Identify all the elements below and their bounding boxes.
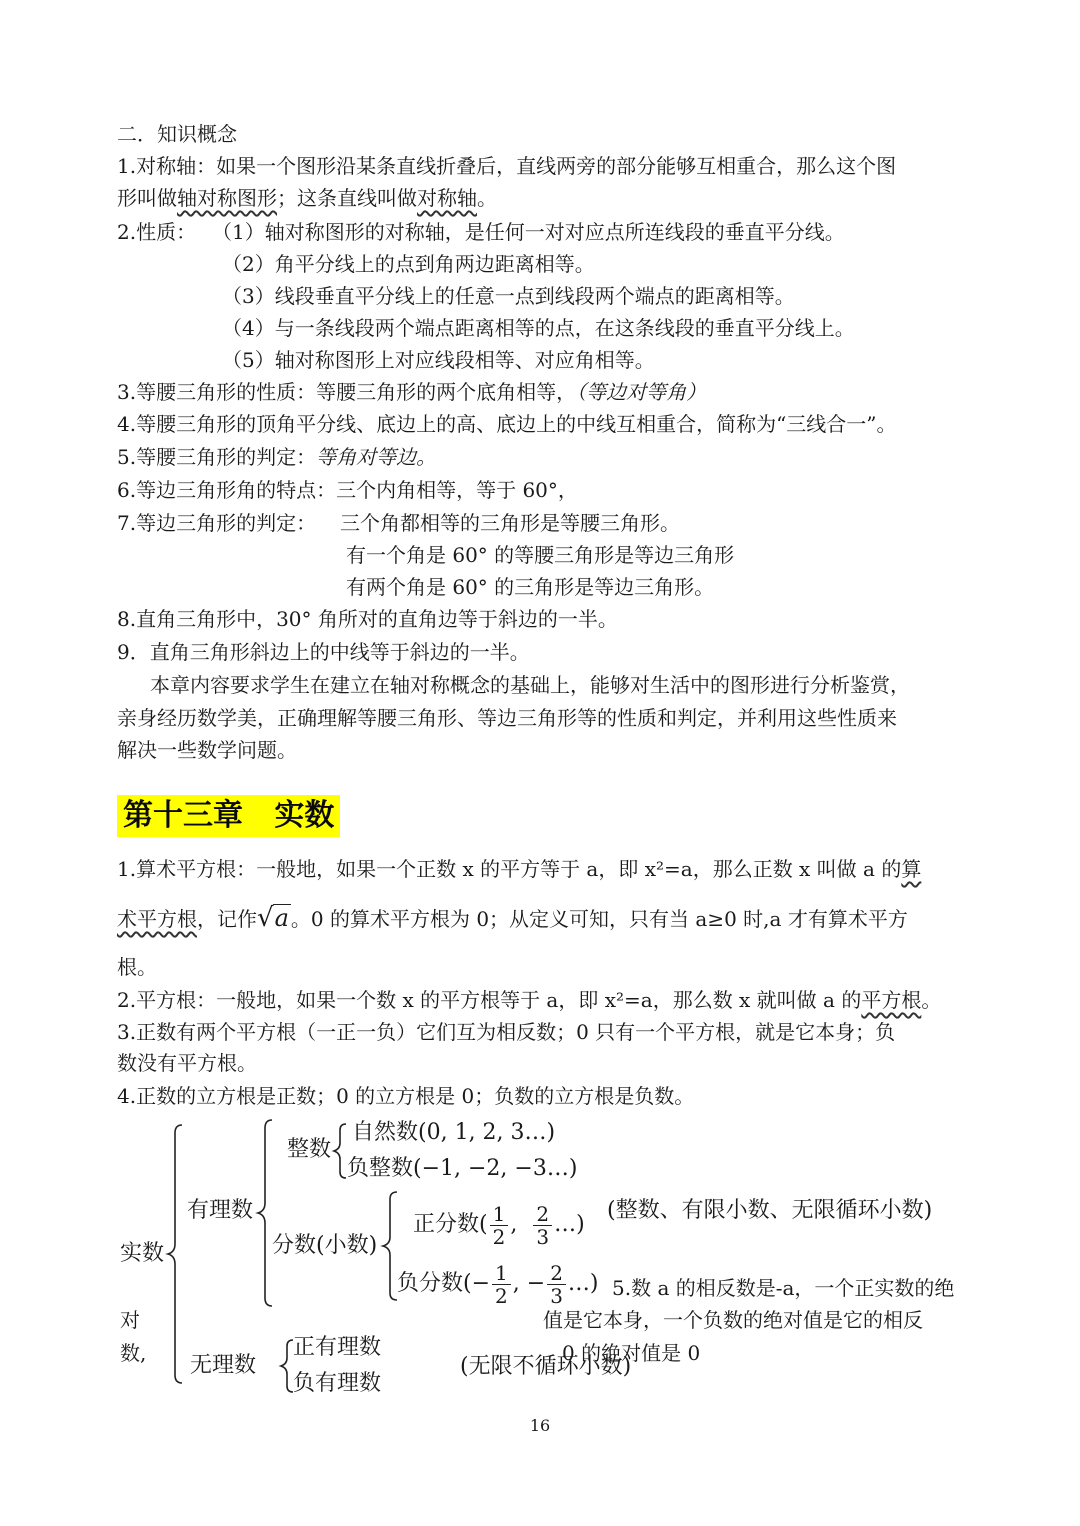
fraction-label: 分数(小数) — [272, 1233, 378, 1258]
summary-line-2: 亲身经历数学美，正确理解等腰三角形、等边三角形等的性质和判定，并利用这些性质来 — [117, 706, 897, 730]
integer-label: 整数 — [287, 1137, 332, 1162]
property-3: （3）线段垂直平分线上的任意一点到线段两个端点的距离相等。 — [222, 284, 795, 308]
item-7-label: 7.等边三角形的判定： — [117, 511, 317, 535]
sqrt-radicand: a — [274, 904, 289, 932]
item-1-line-1: 1.对称轴：如果一个图形沿某条直线折叠后，直线两旁的部分能够互相重合，那么这个图 — [117, 154, 897, 178]
integer-brace — [334, 1124, 346, 1178]
positive-irrational: 正有理数 — [293, 1335, 382, 1360]
item-5: 5.等腰三角形的判定：等角对等边。 — [117, 445, 437, 469]
item-5-rule: 等角对等边。 — [316, 445, 437, 469]
natural-numbers: 自然数(0, 1, 2, 3…) — [352, 1120, 556, 1145]
term-axis-of-symmetry: 对称轴 — [417, 186, 477, 210]
rational-label: 有理数 — [187, 1198, 254, 1223]
chapter-item-1-line-1: 1.算术平方根：一般地，如果一个正数 x 的平方等于 a，即 x²=a，那么正数 x 叫做 a 的算 — [117, 857, 922, 881]
summary-line-1: 本章内容要求学生在建立在轴对称概念的基础上，能够对生活中的图形进行分析鉴赏， — [150, 673, 910, 697]
fraction-neg-one-half: $\frac{1}{2}$ — [492, 1262, 511, 1307]
irrational-label: 无理数 — [190, 1353, 257, 1378]
sqrt-icon: √ — [257, 903, 274, 933]
criterion-2: 有一个角是 60° 的等腰三角形是等边三角形 — [346, 543, 735, 567]
chapter-item-1-line-3: 根。 — [117, 955, 157, 979]
rational-note: (整数、有限小数、无限循环小数) — [607, 1198, 933, 1223]
irrational-note: (无限不循环小数) — [460, 1354, 632, 1379]
item-2-label: 2.性质： — [117, 220, 197, 244]
item-3-note: （等边对等角） — [576, 380, 707, 404]
item-8: 8.直角三角形中，30° 角所对的直角边等于斜边的一半。 — [117, 607, 618, 631]
criterion-1: 三个角都相等的三角形是等腰三角形。 — [340, 511, 680, 535]
real-numbers-label: 实数 — [120, 1241, 165, 1266]
absolute-value-line-3: 0 的绝对值是 0 — [562, 1341, 701, 1365]
term-arithmetic-sqrt-b: 术平方根 — [117, 907, 197, 931]
fraction-one-half: $\frac{1}{2}$ — [490, 1203, 509, 1248]
negative-integers: 负整数(−1, −2, −3…) — [347, 1156, 578, 1181]
term-square-root: 平方根 — [861, 988, 922, 1012]
real-brace — [168, 1125, 182, 1383]
absolute-value-line-2: 值是它本身，一个负数的绝对值是它的相反 — [543, 1308, 923, 1332]
item-4: 4.等腰三角形的顶角平分线、底边上的高、底边上的中线互相重合，简称为“三线合一”。 — [117, 412, 897, 436]
property-5: （5）轴对称图形上对应线段相等、对应角相等。 — [222, 348, 655, 372]
chapter-item-1-line-2: 术平方根，记作√a 。0 的算术平方根为 0；从定义可知，只有当 a≥0 时,a 才有算术平方 — [117, 903, 908, 933]
section-title: 二．知识概念 — [117, 122, 237, 146]
rational-brace — [258, 1120, 272, 1306]
property-1: （1）轴对称图形的对称轴，是任何一对对应点所连线段的垂直平分线。 — [212, 220, 845, 244]
absolute-value-line-1: 5.数 a 的相反数是-a，一个正实数的绝 — [612, 1276, 955, 1300]
chapter-item-3-line-2: 数没有平方根。 — [117, 1051, 257, 1075]
chapter-item-3-line-1: 3.正数有两个平方根（一正一负）它们互为相反数；0 只有一个平方根，就是它本身；负 — [117, 1020, 896, 1044]
fraction-two-thirds: $\frac{2}{3}$ — [533, 1203, 552, 1248]
item-6: 6.等边三角形角的特点：三个内角相等，等于 60°， — [117, 478, 578, 502]
property-2: （2）角平分线上的点到角两边距离相等。 — [222, 252, 595, 276]
term-axial-symmetric-figure: 轴对称图形 — [177, 186, 277, 210]
item-3: 3.等腰三角形的性质：等腰三角形的两个底角相等，（等边对等角） — [117, 380, 707, 404]
chapter-item-4: 4.正数的立方根是正数；0 的立方根是 0；负数的立方根是负数。 — [117, 1084, 695, 1108]
overlap-left-1: 对 — [120, 1308, 140, 1332]
fraction-brace — [383, 1192, 397, 1300]
fraction-neg-two-thirds: $\frac{2}{3}$ — [547, 1262, 566, 1307]
criterion-3: 有两个角是 60° 的三角形是等边三角形。 — [346, 575, 715, 599]
chapter-item-2: 2.平方根：一般地，如果一个数 x 的平方根等于 a，即 x²=a，那么数 x 就叫做 a 的平方根。 — [117, 988, 942, 1012]
chapter-heading: 第十三章 实数 — [117, 795, 340, 837]
negative-irrational: 负有理数 — [293, 1371, 382, 1396]
summary-line-3: 解决一些数学问题。 — [117, 738, 297, 762]
irrational-brace — [281, 1340, 293, 1392]
item-9: 9．直角三角形斜边上的中线等于斜边的一半。 — [117, 640, 530, 664]
overlap-left-2: 数, — [120, 1341, 147, 1365]
term-arithmetic-sqrt-a: 算 — [901, 857, 922, 881]
negative-fractions: 负分数(− $\frac{1}{2}$ , − $\frac{2}{3}$ …) — [397, 1260, 599, 1308]
item-1-line-2: 形叫做轴对称图形；这条直线叫做对称轴。 — [117, 186, 497, 210]
positive-fractions: 正分数( $\frac{1}{2}$ , $\frac{2}{3}$ …) — [413, 1201, 585, 1249]
page-number: 16 — [529, 1416, 551, 1435]
property-4: （4）与一条线段两个端点距离相等的点，在这条线段的垂直平分线上。 — [222, 316, 855, 340]
